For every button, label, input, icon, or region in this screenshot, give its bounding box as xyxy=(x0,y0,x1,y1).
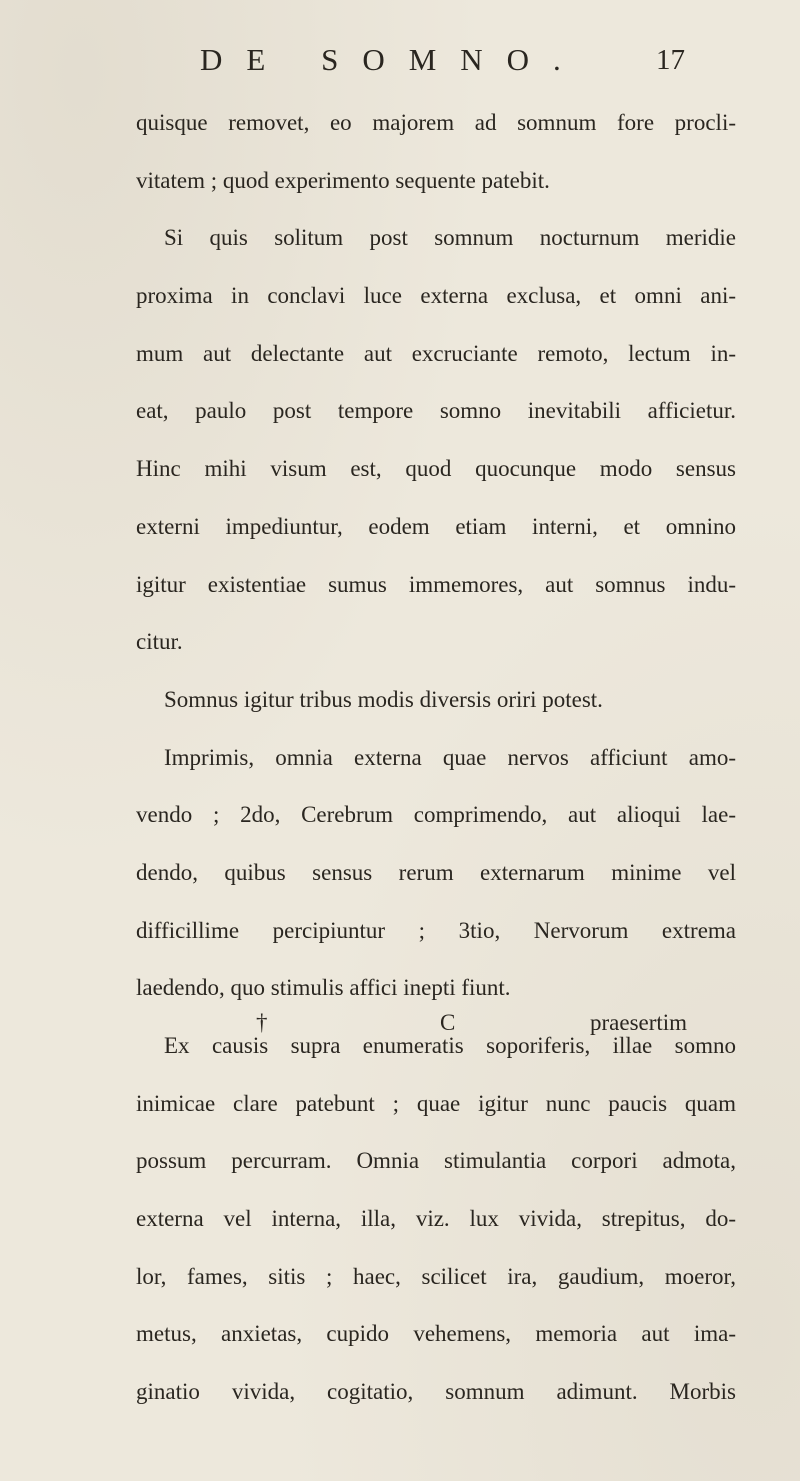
text-line: externi impediuntur, eodem etiam interni, et omnino xyxy=(136,513,736,539)
text-line: Somnus igitur tribus modis diversis oriri potest. xyxy=(164,686,603,712)
text-line: citur. xyxy=(136,629,183,655)
text-line: inimicae clare patebunt ; quae igitur nunc paucis quam xyxy=(136,1090,736,1116)
text-line: possum percurram. Omnia stimulantia corpori admota, xyxy=(136,1148,736,1174)
text-line: lor, fames, sitis ; haec, scilicet ira, gaudium, moeror, xyxy=(136,1263,736,1289)
body-text xyxy=(136,94,736,1421)
text-line: quisque removet, eo majorem ad somnum fore procli- xyxy=(136,110,736,135)
text-line: eat, paulo post tempore somno inevitabili afficietur. xyxy=(136,398,736,424)
page-number: 17 xyxy=(656,44,685,76)
text-line: igitur existentiae sumus immemores, aut somnus indu- xyxy=(136,571,736,597)
text-line: vendo ; 2do, Cerebrum comprimendo, aut alioqui lae- xyxy=(136,802,736,828)
catchword: praesertim xyxy=(590,1010,688,1035)
text-line: proxima in conclavi luce externa exclusa, et omni ani- xyxy=(136,283,736,309)
text-line: Si quis solitum post somnum nocturnum meridie xyxy=(164,225,736,251)
text-line: difficillime percipiuntur ; 3tio, Nervorum extrema xyxy=(136,917,736,943)
text-line: vitatem ; quod experimento sequente patebit. xyxy=(136,167,550,193)
running-title: DE SOMNO. xyxy=(200,42,585,77)
text-line: Hinc mihi visum est, quod quocunque modo sensus xyxy=(136,456,736,482)
signature-letter: C xyxy=(440,1010,456,1035)
text-line: externa vel interna, illa, viz. lux vivida, strepitus, do- xyxy=(136,1206,736,1232)
text-line: mum aut delectante aut excruciante remoto, lectum in- xyxy=(136,340,736,366)
signature-mark: † xyxy=(256,1010,268,1035)
page-footer xyxy=(0,1010,800,1050)
text-line: metus, anxietas, cupido vehemens, memoria aut ima- xyxy=(136,1321,736,1347)
text-line: Ex causis supra enumeratis soporiferis, illae somno xyxy=(164,1033,736,1058)
text-line: laedendo, quo stimulis affici inepti fiunt. xyxy=(136,975,511,1001)
text-line: Imprimis, omnia externa quae nervos afficiunt amo- xyxy=(164,744,736,770)
page-header xyxy=(0,42,800,82)
text-line: dendo, quibus sensus rerum externarum minime vel xyxy=(136,859,736,885)
text-line: ginatio vivida, cogitatio, somnum adimunt. Morbis xyxy=(136,1379,736,1405)
